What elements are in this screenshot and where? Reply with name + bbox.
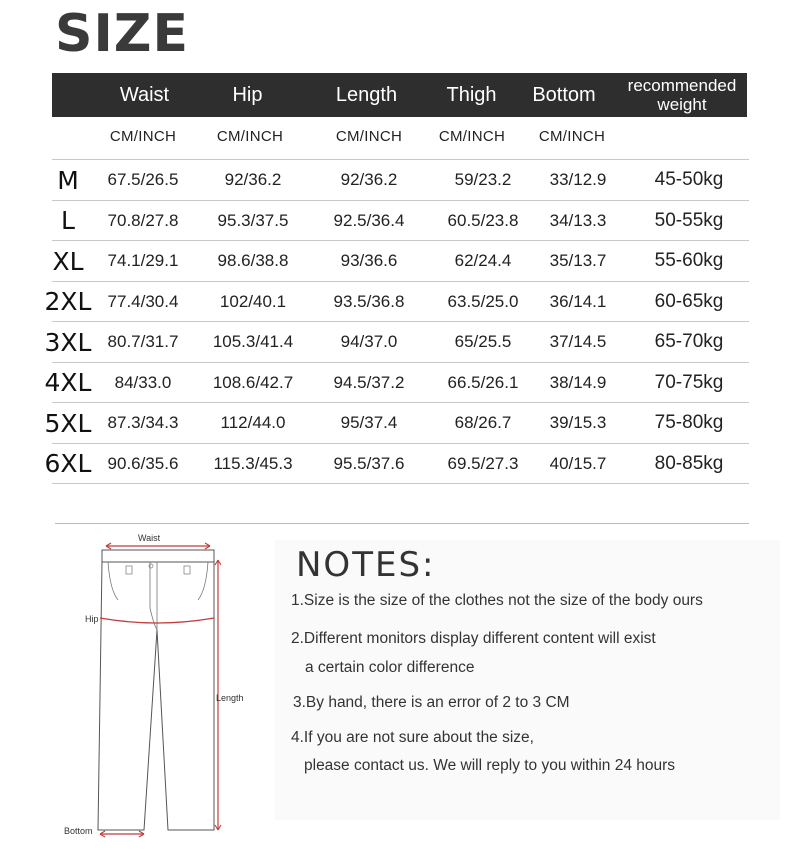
cell-waist: 70.8/27.8 bbox=[107, 210, 179, 230]
pants-illustration bbox=[60, 530, 260, 845]
header-thigh: Thigh bbox=[446, 83, 497, 106]
table-row bbox=[44, 281, 749, 322]
size-label: 5XL bbox=[44, 408, 92, 438]
diagram-label-hip: Hip bbox=[85, 614, 99, 624]
cell-hip: 115.3/45.3 bbox=[213, 453, 293, 473]
size-label: 2XL bbox=[44, 287, 92, 316]
cell-length: 93/36.6 bbox=[340, 251, 398, 270]
cell-bottom: 38/14.9 bbox=[549, 372, 607, 392]
notes-title: NOTES: bbox=[296, 545, 436, 585]
table-row bbox=[44, 443, 749, 484]
size-label: M bbox=[57, 165, 79, 195]
cell-waist: 67.5/26.5 bbox=[107, 170, 179, 189]
cell-bottom: 34/13.3 bbox=[549, 210, 607, 230]
cell-waist: 77.4/30.4 bbox=[107, 291, 179, 311]
diagram-label-bottom: Bottom bbox=[64, 826, 93, 836]
header-hip: Hip bbox=[232, 83, 263, 106]
header-bottom: Bottom bbox=[532, 83, 596, 106]
cell-hip: 98.6/38.8 bbox=[217, 251, 289, 270]
cell-hip: 105.3/41.4 bbox=[212, 332, 294, 351]
cell-weight: 70-75kg bbox=[654, 371, 724, 393]
section-divider bbox=[55, 523, 749, 524]
cell-bottom: 40/15.7 bbox=[549, 453, 607, 473]
header-weight-line2: weight bbox=[657, 95, 707, 114]
cell-length: 95/37.4 bbox=[340, 413, 398, 432]
cell-weight: 60-65kg bbox=[654, 290, 724, 312]
header-weight-line1: recommended bbox=[627, 76, 737, 95]
cell-bottom: 36/14.1 bbox=[549, 291, 607, 311]
cell-thigh: 68/26.7 bbox=[454, 413, 512, 432]
cell-weight: 65-70kg bbox=[654, 331, 724, 352]
cell-hip: 112/44.0 bbox=[220, 413, 286, 432]
cell-weight: 50-55kg bbox=[654, 209, 724, 231]
cell-waist: 84/33.0 bbox=[114, 372, 172, 392]
cell-length: 93.5/36.8 bbox=[333, 291, 405, 311]
diagram-label-waist: Waist bbox=[138, 533, 161, 543]
page-title: SIZE bbox=[55, 4, 190, 64]
cell-length: 95.5/37.6 bbox=[333, 453, 405, 473]
cell-hip: 95.3/37.5 bbox=[217, 210, 289, 230]
cell-thigh: 66.5/26.1 bbox=[447, 372, 519, 392]
unit-bottom: CM/INCH bbox=[538, 128, 606, 145]
cell-thigh: 63.5/25.0 bbox=[447, 291, 519, 311]
table-row bbox=[44, 321, 749, 362]
size-label: 4XL bbox=[44, 368, 92, 397]
table-row bbox=[52, 240, 749, 281]
cell-hip: 92/36.2 bbox=[224, 170, 282, 189]
cell-length: 92/36.2 bbox=[340, 170, 398, 189]
cell-waist: 87.3/34.3 bbox=[107, 413, 179, 432]
size-label: L bbox=[61, 206, 75, 235]
note-line-4: 4.If you are not sure about the size, bbox=[291, 729, 534, 746]
unit-waist: CM/INCH bbox=[109, 128, 177, 145]
note-line-1: 1.Size is the size of the clothes not the size of the body ours bbox=[291, 592, 703, 609]
size-label: 3XL bbox=[44, 327, 92, 357]
table-header bbox=[52, 73, 747, 117]
cell-weight: 75-80kg bbox=[654, 412, 724, 433]
note-line-2-cont: a certain color difference bbox=[305, 659, 475, 676]
cell-bottom: 37/14.5 bbox=[549, 332, 607, 351]
cell-waist: 90.6/35.6 bbox=[107, 453, 179, 473]
diagram-label-length: Length bbox=[216, 693, 244, 703]
cell-weight: 45-50kg bbox=[654, 169, 724, 190]
cell-bottom: 35/13.7 bbox=[549, 251, 607, 270]
cell-weight: 55-60kg bbox=[654, 250, 724, 271]
cell-thigh: 59/23.2 bbox=[454, 170, 512, 189]
size-label: XL bbox=[52, 246, 84, 276]
cell-weight: 80-85kg bbox=[654, 452, 724, 474]
table-row bbox=[52, 200, 749, 241]
cell-waist: 74.1/29.1 bbox=[107, 251, 179, 270]
cell-length: 94.5/37.2 bbox=[333, 372, 405, 392]
cell-thigh: 65/25.5 bbox=[454, 332, 512, 351]
table-row bbox=[44, 402, 749, 443]
unit-thigh: CM/INCH bbox=[438, 128, 506, 145]
table-row bbox=[44, 362, 749, 403]
cell-thigh: 69.5/27.3 bbox=[447, 453, 519, 473]
cell-bottom: 39/15.3 bbox=[549, 413, 607, 432]
unit-hip: CM/INCH bbox=[216, 128, 284, 145]
note-line-2: 2.Different monitors display different content will exist bbox=[291, 630, 656, 647]
cell-thigh: 60.5/23.8 bbox=[447, 210, 519, 230]
cell-bottom: 33/12.9 bbox=[549, 170, 607, 189]
header-waist: Waist bbox=[119, 83, 170, 106]
table-row bbox=[52, 159, 749, 200]
cell-waist: 80.7/31.7 bbox=[107, 332, 179, 351]
table-bottom-border bbox=[52, 483, 749, 484]
header-recommended-weight bbox=[617, 73, 747, 117]
cell-length: 92.5/36.4 bbox=[333, 210, 405, 230]
pants-diagram bbox=[60, 530, 260, 845]
size-label: 6XL bbox=[44, 449, 92, 478]
note-line-4-cont: please contact us. We will reply to you within 24 hours bbox=[304, 757, 676, 774]
note-line-3: 3.By hand, there is an error of 2 to 3 CM bbox=[293, 694, 570, 711]
header-length: Length bbox=[335, 83, 398, 106]
cell-length: 94/37.0 bbox=[340, 332, 398, 351]
cell-hip: 102/40.1 bbox=[219, 291, 287, 311]
unit-length: CM/INCH bbox=[335, 128, 403, 145]
cell-thigh: 62/24.4 bbox=[454, 251, 512, 270]
cell-hip: 108.6/42.7 bbox=[212, 372, 294, 392]
